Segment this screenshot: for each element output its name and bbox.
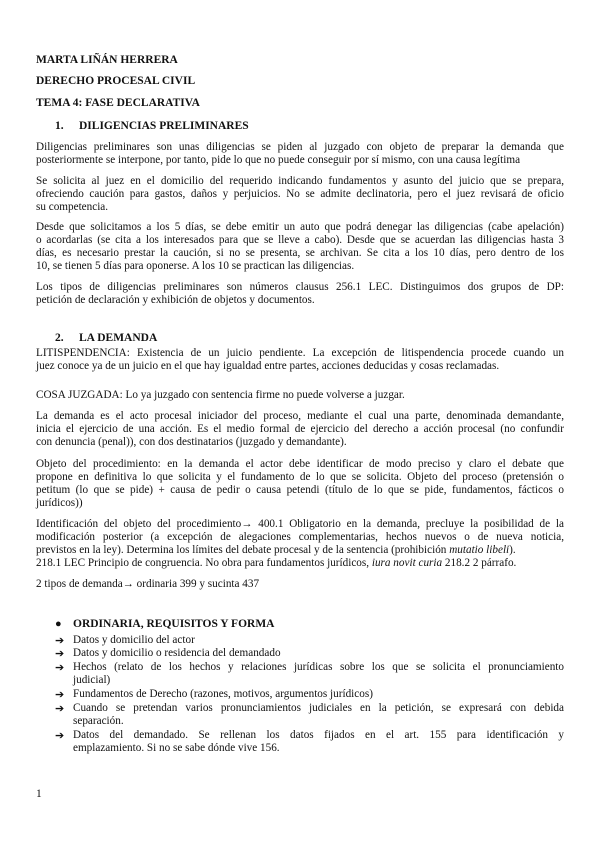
paragraph-line: su competencia. [36,201,109,213]
paragraph-line: COSA JUZGADA: Lo ya juzgado con sentencia firme no puede volverse a juzgar. [36,389,405,401]
list-item: Datos del demandado. Se rellenan los datos fijados en el art. 155 para identificación y [73,729,564,741]
paragraph-line: Se solicita al juez en el domicilio del requerido indicando fundamentos y asunto del juicio que se prepara, [36,175,564,187]
paragraph-line: ofreciendo caución para gastos, daños y perjuicios. No se admite declinatoria, pero el juez revisará de oficio [36,188,564,200]
paragraph-line: petitum (lo que se pide) + causa de pedir o causa petendi (título de lo que se pide, fundamentos, fácticos o [36,484,564,496]
paragraph-line: Identificación del objeto del procedimiento→ 400.1 Obligatorio en la demanda, precluye la posibilidad de la [36,518,564,530]
paragraph-line: Objeto del procedimiento: en la demanda el actor debe identificar de modo preciso y claro el debate que [36,458,564,470]
paragraph-line [36,557,564,570]
paragraph-line: inicia el ejercicio de una acción. Es el medio formal de ejercicio del derecho a acción procesal (no confundir [36,423,564,435]
list-item-continuation: emplazamiento. Si no se sabe dónde vive 156. [73,742,280,754]
section-title: DILIGENCIAS PRELIMINARES [79,120,249,132]
paragraph-line: con denuncia (penal)), con dos destinatarios (juzgado y demandante). [36,436,347,448]
text-run: 218.1 LEC Principio de congruencia. No obra para fundamentos jurídicos, [36,557,372,569]
paragraph-line: LITISPENDENCIA: Existencia de un juicio pendiente. La excepción de litispendencia procede cuando un [36,347,564,359]
latin-term: iura novit curia [371,557,443,569]
topic-title: TEMA 4: FASE DECLARATIVA [36,97,200,109]
paragraph-line: 10, se tienen 5 días para oponerse. A los 10 se practican las diligencias. [36,260,355,272]
text-run: previstos en la ley). Determina los límites del debate procesal y de la sentencia (prohibición [36,544,450,556]
section-number: 2. [55,332,64,344]
subsection-title: ORDINARIA, REQUISITOS Y FORMA [73,618,275,630]
paragraph-line: días, es necesario prestar la caución, si no se presenta, se archivan. Se cita a los 10 días, pero dentro de los [36,247,564,259]
section-number: 1. [55,120,64,132]
bullet-dot-icon: ● [55,618,62,630]
list-item: Cuando se pretendan varios pronunciamientos judiciales en la petición, se expresará con debida [73,702,564,714]
list-item: Hechos (relato de los hechos y relaciones jurídicas sobre los que se solicita el pronunciamiento [73,661,564,673]
paragraph-line: propone en definitiva lo que solicita y el fundamento de lo que se solicita. Objeto del proceso (pretensión o [36,471,564,483]
arrow-bullet-icon: ➔ [55,648,65,660]
paragraph-line: Desde que solicitamos a los 5 días, se debe emitir un auto que podrá denegar las diligencias (cabe apelación) [36,221,564,233]
paragraph-line: o acordarlas (se cita a los interesados para que se lleve a cabo). Desde que se acuerdan las diligencias hasta 3 [36,234,564,246]
arrow-bullet-icon: ➔ [55,635,65,647]
list-item: Fundamentos de Derecho (razones, motivos, argumentos jurídicos) [73,688,373,700]
author-name: MARTA LIÑÁN HERRERA [36,54,178,66]
text-run: 218.2 2 párrafo. [442,557,517,569]
page-number: 1 [36,788,42,800]
paragraph-line [36,544,564,557]
paragraph-line: 2 tipos de demanda→ ordinaria 399 y sucinta 437 [36,578,260,590]
arrow-bullet-icon: ➔ [55,662,65,674]
arrow-bullet-icon: ➔ [55,689,65,701]
arrow-bullet-icon: ➔ [55,730,65,742]
paragraph-line: Diligencias preliminares son unas diligencias se piden al juzgado con objeto de preparar la demanda que [36,141,564,153]
paragraph-line: petición de declaración y exhibición de objetos y documentos. [36,294,315,306]
list-item: Datos y domicilio del actor [73,634,195,646]
paragraph-line: posteriormente se interpone, por tanto, pide lo que no puede conseguir por sí mismo, con una causa legítima [36,154,521,166]
section-heading-diligencias [55,120,583,133]
paragraph-line: La demanda es el acto procesal iniciador del proceso, mediante el cual una parte, denominada demandante, [36,410,564,422]
section-title: LA DEMANDA [79,332,158,344]
list-item: Datos y domicilio o residencia del demandado [73,647,281,659]
paragraph-line: Los tipos de diligencias preliminares son números clausus 256.1 LEC. Distinguimos dos grupos de DP: [36,281,564,293]
paragraph-line: modificación posterior (a excepción de alegaciones complementarias, hechos nuevos o de nueva noticia, [36,531,564,543]
paragraph-line: jurídicos)) [36,497,83,509]
paragraph-line: juez conoce ya de un juicio en el que hay igualdad entre partes, acciones deducidas y cosas reclamadas. [36,360,500,372]
course-title: DERECHO PROCESAL CIVIL [36,75,196,87]
latin-term: mutatio libeli [449,544,510,556]
text-run: ). [509,544,516,556]
arrow-bullet-icon: ➔ [55,703,65,715]
section-heading-demanda [55,332,583,345]
list-item-continuation: separación. [73,715,124,727]
list-item-continuation: judicial) [73,674,111,686]
